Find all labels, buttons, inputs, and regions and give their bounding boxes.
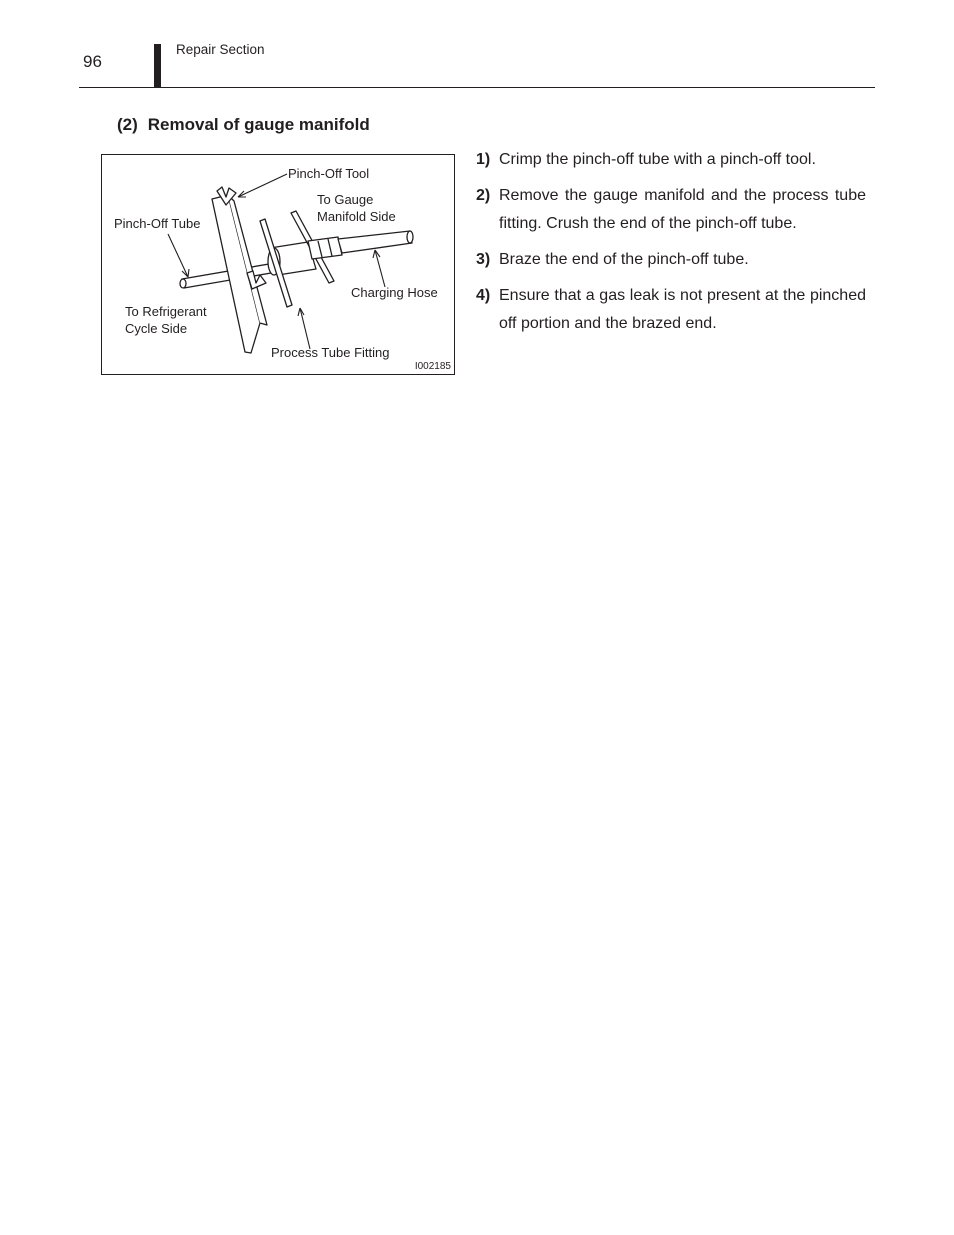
step-list [476, 146, 866, 346]
label-to-gauge-line2: Manifold Side [317, 209, 396, 224]
subheading-title: Removal of gauge manifold [147, 115, 370, 134]
step-text: Remove the gauge manifold and the process tube fitting. Crush the end of the pinch-off tube. [499, 187, 866, 232]
section-title: Repair Section [176, 42, 265, 57]
step-item [476, 246, 866, 274]
step-item [476, 146, 866, 174]
page-number: 96 [83, 52, 102, 71]
label-to-refrigerant-line2: Cycle Side [125, 321, 188, 336]
subheading [117, 115, 370, 135]
step-item [476, 282, 866, 338]
label-to-gauge [317, 191, 396, 225]
step-number: 3) [476, 251, 491, 268]
figure-code: I002185 [414, 361, 451, 372]
label-charging-hose: Charging Hose [351, 285, 438, 300]
step-number: 2) [476, 187, 491, 204]
label-process-tube-fitting: Process Tube Fitting [271, 345, 390, 360]
label-to-gauge-line1: To Gauge [317, 192, 374, 207]
figure-pinch-off-tool [101, 154, 455, 375]
step-text: Ensure that a gas leak is not present at the pinched off portion and the brazed end. [499, 287, 866, 332]
label-to-refrigerant [125, 303, 207, 337]
step-number: 4) [476, 287, 491, 304]
step-number: 1) [476, 151, 491, 168]
step-text: Crimp the pinch-off tube with a pinch-off tool. [499, 151, 816, 168]
step-text: Braze the end of the pinch-off tube. [499, 251, 749, 268]
step-item [476, 182, 866, 238]
label-pinch-off-tube: Pinch-Off Tube [114, 216, 201, 231]
label-to-refrigerant-line1: To Refrigerant [125, 304, 207, 319]
subheading-number: (2) [117, 115, 138, 134]
header-bar [154, 44, 161, 88]
header-rule [79, 87, 875, 88]
label-pinch-off-tool: Pinch-Off Tool [288, 166, 370, 181]
pinch-off-tool-illustration [102, 155, 454, 374]
